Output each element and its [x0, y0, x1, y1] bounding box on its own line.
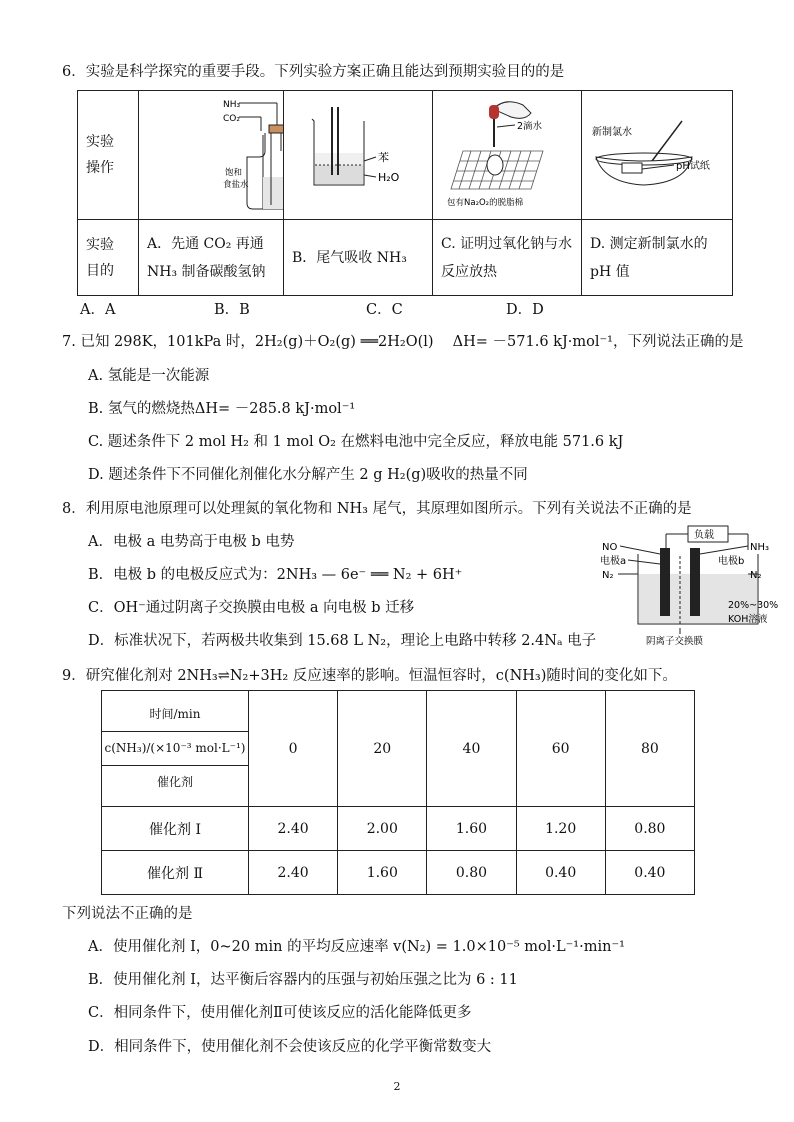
q9-cell: 0.40 [516, 851, 605, 895]
q9-cell: 1.60 [427, 807, 516, 851]
q6-choice-c: C．C [366, 302, 403, 318]
q9-cell: 0.80 [605, 807, 694, 851]
q9-time-80: 80 [605, 691, 694, 807]
q8-option-d: D．标准状况下，若两极共收集到 15.68 L N₂，理论上电路中转移 2.4Nₐ 电子 [88, 633, 597, 649]
watch-glass-figure [582, 91, 732, 215]
q9-cell: 0.80 [427, 851, 516, 895]
gas-washing-bottle-figure [139, 91, 283, 215]
q9-time-60: 60 [516, 691, 605, 807]
q6-row1-label: 实验 操作 [78, 91, 139, 220]
n2-left-label: N₂ [602, 570, 614, 581]
koh-concentration-label: 20%~30% [728, 600, 778, 611]
load-label: 负载 [694, 530, 714, 541]
q9-stem: 9．研究催化剂对 2NH₃⇌N₂+3H₂ 反应速率的影响。恒温恒容时，c(NH₃)随时间的变化如下。 [62, 668, 677, 684]
q7-option-d: D. 题述条件下不同催化剂催化水分解产生 2 g H₂(g)吸收的热量不同 [88, 467, 528, 483]
q6-figure-d [582, 91, 733, 220]
ph-paper-label: pH试纸 [676, 161, 710, 172]
q9-cell: 2.40 [249, 807, 338, 851]
q9-cell: 0.40 [605, 851, 694, 895]
electrode-b-label: 电极b [718, 556, 745, 567]
bottle-label-2: 食盐水 [223, 180, 249, 190]
q6-row2-label: 实验 目的 [78, 220, 139, 296]
cotton-label: 包有Na₂O₂的脱脂棉 [447, 198, 524, 208]
table-row [102, 851, 695, 895]
q9-option-b: B．使用催化剂 Ⅰ，达平衡后容器内的压强与初始压强之比为 6 : 11 [88, 972, 518, 988]
water-label: H₂O [378, 171, 400, 184]
nh3-label: NH₃ [750, 542, 770, 553]
q9-option-c: C．相同条件下，使用催化剂Ⅱ可使该反应的活化能降低更多 [88, 1005, 472, 1021]
membrane-label: 阴离子交换膜 [646, 636, 704, 647]
q9-header-time: 时间/min [102, 698, 248, 732]
page-number: 2 [393, 1080, 401, 1093]
no-label: NO [602, 542, 618, 553]
q6-choice-d: D．D [506, 302, 544, 318]
q9-time-0: 0 [249, 691, 338, 807]
benzene-label: 苯 [378, 151, 389, 164]
electrode-a-label: 电极a [600, 556, 627, 567]
fuel-cell-diagram [598, 524, 778, 648]
q9-time-40: 40 [427, 691, 516, 807]
koh-solution-label: KOH溶液 [728, 614, 768, 625]
q6-figure-c [433, 91, 582, 220]
q9-table [101, 690, 695, 895]
beaker-figure [284, 91, 432, 215]
q7-option-a: A. 氢能是一次能源 [88, 368, 210, 384]
q9-option-d: D．相同条件下，使用催化剂不会使该反应的化学平衡常数变大 [88, 1039, 492, 1055]
q9-time-20: 20 [338, 691, 427, 807]
q6-figure-a [139, 91, 284, 220]
table-row [102, 807, 695, 851]
q9-header-concentration: c(NH₃)/(×10⁻³ mol·L⁻¹) [102, 732, 248, 766]
nh3-label: NH₃ [223, 100, 241, 110]
co2-label: CO₂ [223, 114, 240, 124]
drops-label: 2滴水 [517, 121, 543, 132]
q9-header-cell [102, 691, 249, 807]
q8-option-c: C．OH⁻通过阴离子交换膜由电极 a 向电极 b 迁移 [88, 600, 415, 616]
q6-choice-a: A．A [80, 302, 116, 318]
q6-table [77, 90, 733, 296]
n2-right-label: N₂ [750, 570, 762, 581]
q7-option-c: C. 题述条件下 2 mol H₂ 和 1 mol O₂ 在燃料电池中完全反应，释放电能 571.6 kJ [88, 434, 624, 450]
q8-option-a: A．电极 a 电势高于电极 b 电势 [88, 534, 295, 550]
bottle-label-1: 饱和 [225, 168, 243, 178]
q9-cell: 2.40 [249, 851, 338, 895]
q9-cell: 2.00 [338, 807, 427, 851]
q6-stem: 6．实验是科学探究的重要手段。下列实验方案正确且能达到预期实验目的的是 [62, 64, 565, 80]
q9-row-label: 催化剂 Ⅰ [102, 807, 249, 851]
chlorine-water-label: 新制氯水 [592, 127, 632, 138]
q6-choice-b: B．B [214, 302, 250, 318]
q7-option-b: B. 氢气的燃烧热ΔH= －285.8 kJ·mol⁻¹ [88, 401, 356, 417]
q9-cell: 1.60 [338, 851, 427, 895]
q7-stem: 7. 已知 298K，101kPa 时，2H₂(g)＋O₂(g) ══2H₂O(l) ΔH= －571.6 kJ·mol⁻¹，下列说法正确的是 [62, 334, 744, 350]
q9-row-label: 催化剂 Ⅱ [102, 851, 249, 895]
q9-header-catalyst: 催化剂 [156, 775, 193, 789]
q6-goal-d: D. 测定新制氯水的 pH 值 [582, 220, 733, 296]
q8-option-b: B．电极 b 的电极反应式为：2NH₃ — 6e⁻ ══ N₂ + 6H⁺ [88, 567, 463, 583]
q6-goal-b: B．尾气吸收 NH₃ [284, 220, 433, 296]
q6-goal-c: C. 证明过氧化钠与水反应放热 [433, 220, 582, 296]
q9-lead: 下列说法不正确的是 [62, 906, 193, 922]
q6-figure-b [284, 91, 433, 220]
q9-cell: 1.20 [516, 807, 605, 851]
q9-option-a: A．使用催化剂 Ⅰ，0~20 min 的平均反应速率 v(N₂) = 1.0×10⁻⁵ mol·L⁻¹·min⁻¹ [88, 939, 625, 955]
q6-goal-a: A．先通 CO₂ 再通 NH₃ 制备碳酸氢钠 [139, 220, 284, 296]
dropper-figure [433, 91, 581, 215]
q8-stem: 8．利用原电池原理可以处理氮的氧化物和 NH₃ 尾气，其原理如图所示。下列有关说法不正确的是 [62, 501, 692, 517]
